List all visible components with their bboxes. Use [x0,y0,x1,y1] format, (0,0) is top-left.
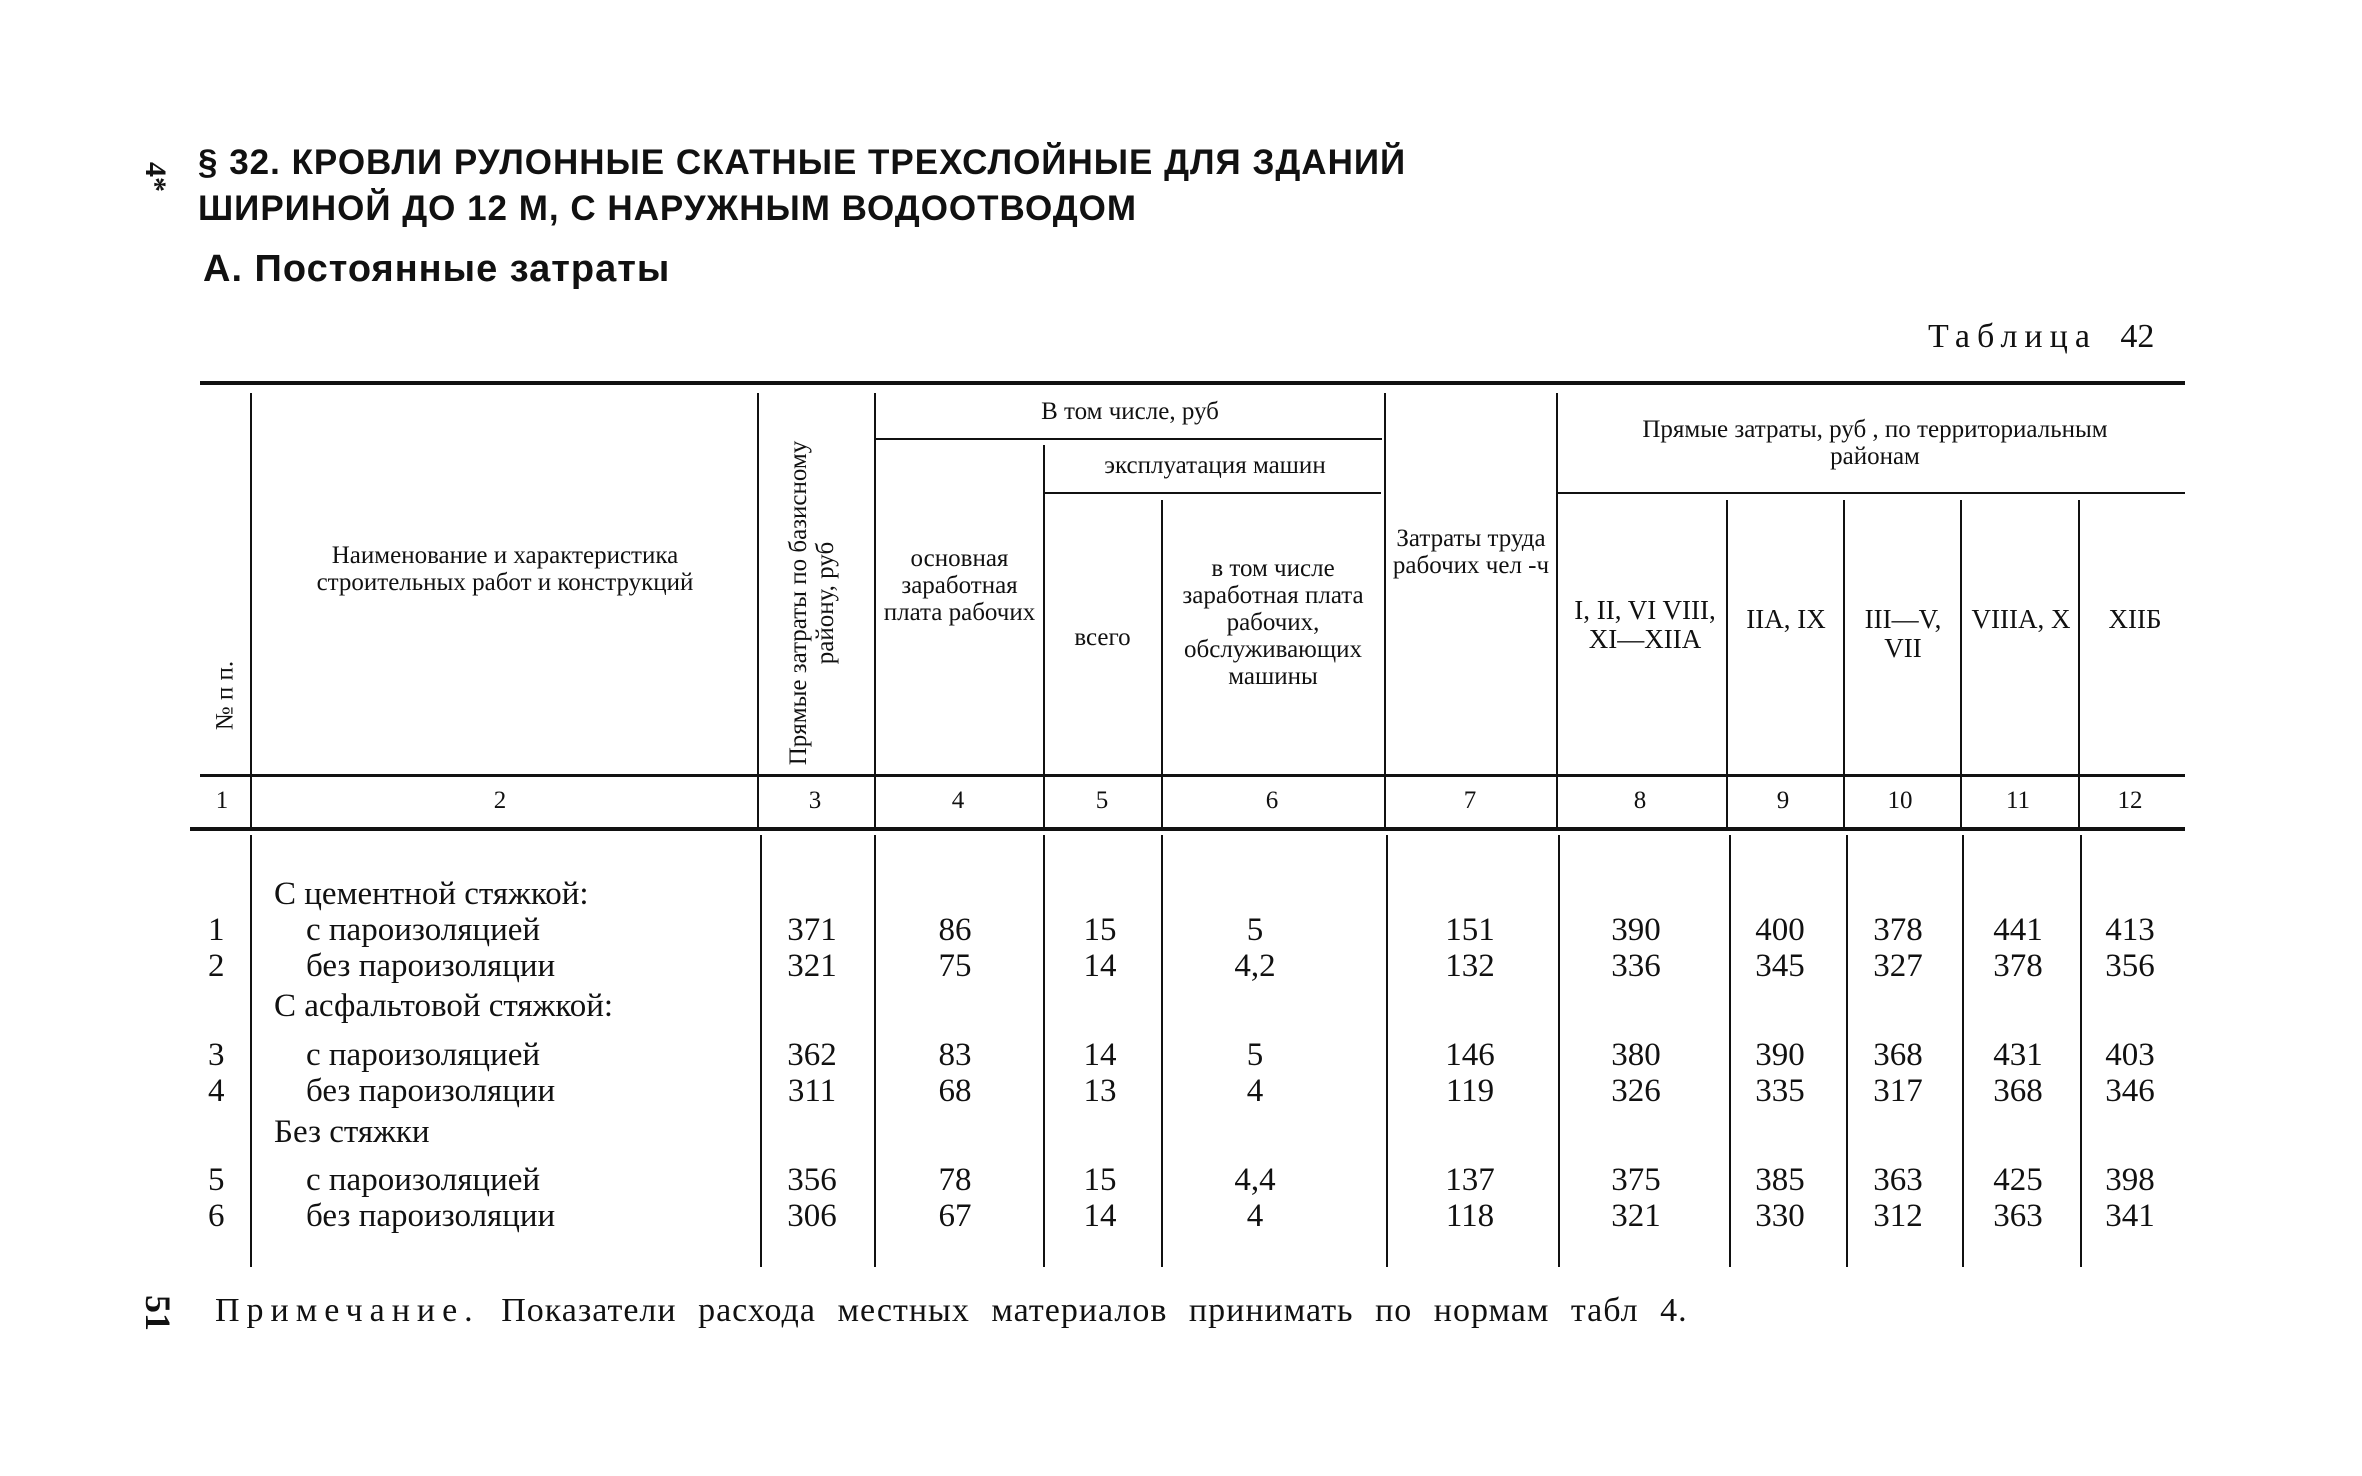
vrule [1726,500,1728,827]
vrule [250,835,252,1267]
cell-c11: 425 [1993,1162,2043,1198]
cell-c9: 335 [1755,1073,1805,1109]
cell-c8: 321 [1611,1198,1661,1234]
cell-c11: 431 [1993,1037,2043,1073]
footnote [215,1292,1688,1330]
column-number: 1 [215,787,229,814]
cell-c10: 378 [1873,912,1923,948]
cell-c3: 321 [787,948,837,984]
cell-c8: 375 [1611,1162,1661,1198]
cell-c6: 4,4 [1234,1162,1276,1198]
cell-c11: 441 [1993,912,2043,948]
cell-c12: 341 [2105,1198,2155,1234]
header-col7: Затраты труда рабочих чел -ч [1392,525,1550,579]
cell-c5: 14 [1083,948,1117,984]
cell-c10: 368 [1873,1037,1923,1073]
cell-c3: 356 [787,1162,837,1198]
vrule [2078,500,2080,827]
cell-c11: 378 [1993,948,2043,984]
row-name: с пароизоляцией [306,1037,541,1073]
cell-c5: 15 [1083,1162,1117,1198]
cell-c5: 14 [1083,1198,1117,1234]
column-number: 6 [1265,787,1279,814]
column-number: 4 [951,787,965,814]
table-label: Таблица [1928,318,2097,355]
cell-c10: 317 [1873,1073,1923,1109]
margin-mark: 4* [139,162,172,192]
cell-c4: 78 [938,1162,972,1198]
cell-c7: 151 [1445,912,1495,948]
table-number: 42 [2120,318,2155,355]
cell-c3: 371 [787,912,837,948]
cell-c10: 312 [1873,1198,1923,1234]
row-number: 3 [208,1037,225,1073]
cell-c8: 336 [1611,948,1661,984]
cell-c7: 132 [1445,948,1495,984]
cell-c6: 5 [1246,1037,1264,1073]
page-number: 51 [138,1295,178,1331]
column-number: 8 [1633,787,1647,814]
cell-c9: 385 [1755,1162,1805,1198]
cell-c7: 118 [1445,1198,1495,1234]
header-exploitation: эксплуатация машин [1104,452,1326,479]
cell-c8: 390 [1611,912,1661,948]
section-title [198,140,1406,232]
header-col2: Наименование и характеристика строительных работ и конструкций [316,542,694,596]
cell-c8: 326 [1611,1073,1661,1109]
cell-c3: 311 [787,1073,837,1109]
column-number: 11 [2005,787,2031,814]
column-number: 10 [1887,787,1913,814]
cell-c7: 146 [1445,1037,1495,1073]
row-number: 5 [208,1162,225,1198]
cell-c7: 119 [1445,1073,1495,1109]
cell-c3: 362 [787,1037,837,1073]
cell-c6: 4 [1246,1073,1264,1109]
row-name: с пароизоляцией [306,1162,541,1198]
column-number: 5 [1095,787,1109,814]
cell-c10: 363 [1873,1162,1923,1198]
vrule [1556,393,1558,827]
vrule [1558,835,1560,1267]
header-col11: VIIIА, X [1971,604,2071,634]
row-name: без пароизоляции [306,948,556,984]
cell-c7: 137 [1445,1162,1495,1198]
note-label: Примечание. [215,1292,480,1329]
vrule [1843,500,1845,827]
section-title-line1: § 32. КРОВЛИ РУЛОННЫЕ СКАТНЫЕ ТРЕХСЛОЙНЫЕ ДЛЯ ЗДАНИЙ [198,143,1407,182]
row-name: без пароизоляции [306,1073,556,1109]
incl-rule [876,438,1382,440]
column-number: 3 [808,787,822,814]
cell-c9: 345 [1755,948,1805,984]
header-incl: В том числе, руб [1041,398,1219,425]
row-number: 2 [208,948,225,984]
header-col6: в том числе заработная плата рабочих, обслуживающих машины [1182,555,1364,690]
row-number: 6 [208,1198,225,1234]
cell-c4: 86 [938,912,972,948]
header-col4: основная заработная плата рабочих [883,545,1036,626]
vrule [757,393,759,827]
header-regions: Прямые затраты, руб , по территориальным районам [1642,416,2108,470]
group-label: Без стяжки [274,1114,430,1150]
cell-c11: 363 [1993,1198,2043,1234]
section-title-line2: ШИРИНОЙ ДО 12 М, С НАРУЖНЫМ ВОДООТВОДОМ [198,189,1138,228]
cell-c6: 4,2 [1234,948,1276,984]
header-col10: III—V, VII [1864,604,1942,663]
group-label: С асфальтовой стяжкой: [274,988,614,1024]
cell-c12: 413 [2105,912,2155,948]
header-col9: IIА, IX [1746,604,1826,634]
vrule [1161,500,1163,827]
column-number: 7 [1463,787,1477,814]
row-name: без пароизоляции [306,1198,556,1234]
table-top-rule [200,381,2185,385]
header-col5: всего [1074,624,1131,651]
cell-c9: 390 [1755,1037,1805,1073]
row-number: 4 [208,1073,225,1109]
cell-c11: 368 [1993,1073,2043,1109]
cell-c4: 68 [938,1073,972,1109]
header-col8: I, II, VI VIII, XI—XIIА [1574,595,1716,654]
cell-c6: 5 [1246,912,1264,948]
cell-c12: 403 [2105,1037,2155,1073]
group-label: С цементной стяжкой: [274,876,589,912]
cell-c4: 75 [938,948,972,984]
cell-c12: 356 [2105,948,2155,984]
column-number: 2 [493,787,507,814]
cell-c12: 398 [2105,1162,2155,1198]
column-number: 9 [1776,787,1790,814]
header-bottom-rule [200,774,2185,777]
cell-c9: 400 [1755,912,1805,948]
table-caption [1928,318,2154,356]
row-name: с пароизоляцией [306,912,541,948]
note-text: Показатели расхода местных материалов принимать по нормам табл 4. [501,1292,1688,1329]
header-col3: Прямые затраты по базисному району, руб [785,440,839,766]
cell-c12: 346 [2105,1073,2155,1109]
cell-c5: 14 [1083,1037,1117,1073]
vrule [1384,393,1386,827]
row-number: 1 [208,912,225,948]
regions-rule [1558,492,2185,494]
cell-c10: 327 [1873,948,1923,984]
vrule [250,393,252,827]
header-col1: № п п. [211,660,239,731]
vrule [1960,500,1962,827]
vrule [1386,835,1388,1267]
cell-c4: 67 [938,1198,972,1234]
cell-c4: 83 [938,1037,972,1073]
header-col12: XIIБ [2108,604,2162,634]
exploitation-rule [1045,492,1381,494]
cell-c8: 380 [1611,1037,1661,1073]
numbers-bottom-rule [190,827,2185,831]
cell-c5: 13 [1083,1073,1117,1109]
cell-c6: 4 [1246,1198,1264,1234]
subtitle: А. Постоянные затраты [203,248,671,290]
cell-c9: 330 [1755,1198,1805,1234]
vrule [874,393,876,827]
cell-c5: 15 [1083,912,1117,948]
column-number: 12 [2117,787,2143,814]
cell-c3: 306 [787,1198,837,1234]
